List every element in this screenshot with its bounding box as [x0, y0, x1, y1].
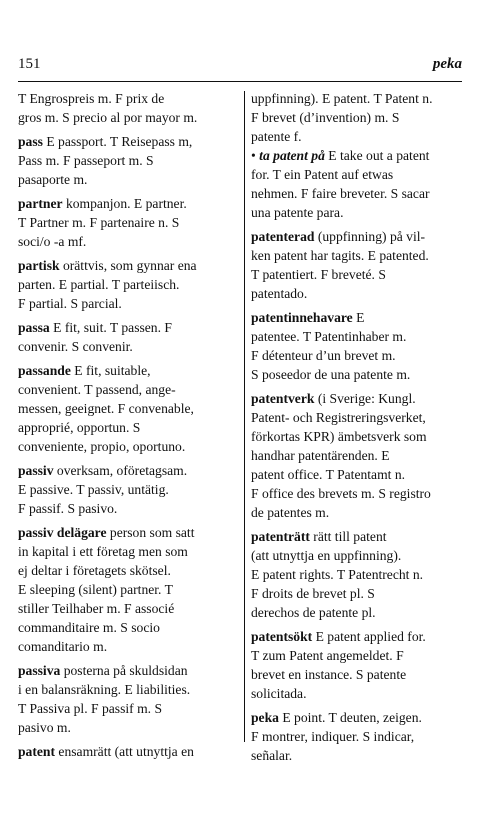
- entry-line: [251, 603, 463, 622]
- dictionary-entry: [18, 361, 239, 456]
- entry-line: [251, 203, 463, 222]
- entry-text: señalar.: [251, 748, 293, 763]
- guide-word: peka: [432, 56, 462, 72]
- entry-line: [251, 346, 463, 365]
- entry-text: kompanjon. E partner.: [62, 196, 187, 211]
- dictionary-entry: [18, 461, 239, 518]
- entry-line: [251, 746, 463, 765]
- entry-text: convenient. T passend, ange-: [18, 382, 176, 397]
- entry-text: T Passiva pl. F passif m. S: [18, 701, 163, 716]
- entry-line: [251, 427, 463, 446]
- dictionary-entry: [251, 627, 463, 703]
- entry-line: [251, 484, 463, 503]
- entry-line: [18, 132, 239, 151]
- entry-text: Patent- och Registreringsverket,: [251, 410, 426, 425]
- entry-line: [18, 213, 239, 232]
- entry-text: T Partner m. F partenaire n. S: [18, 215, 180, 230]
- entry-text: (uppfinning) på vil-: [314, 229, 426, 244]
- headword: patenterad: [251, 229, 315, 244]
- entry-text: ken patent har tagits. E patented.: [251, 248, 429, 263]
- entry-line: [251, 527, 463, 546]
- entry-text: overksam, oföretagsam.: [53, 463, 188, 478]
- entry-line: [18, 718, 239, 737]
- entry-line: [251, 308, 463, 327]
- entry-line: [251, 246, 463, 265]
- dictionary-entry: [251, 308, 463, 384]
- entry-line: [18, 499, 239, 518]
- entry-text: F détenteur d’un brevet m.: [251, 348, 396, 363]
- headword: passiva: [18, 663, 61, 678]
- entry-text: F montrer, indiquer. S indicar,: [251, 729, 415, 744]
- entry-line: [251, 503, 463, 522]
- entry-text: T Engrospreis m. F prix de: [18, 91, 165, 106]
- entry-line: [251, 546, 463, 565]
- headword: patent: [18, 744, 56, 759]
- headword: passande: [18, 363, 71, 378]
- entry-text: solicitada.: [251, 686, 307, 701]
- entry-text: (i Sverige: Kungl.: [314, 391, 416, 406]
- entry-line: [18, 661, 239, 680]
- entry-text: patent office. T Patentamt n.: [251, 467, 406, 482]
- entry-line: [18, 461, 239, 480]
- entry-text: E passive. T passiv, untätig.: [18, 482, 169, 497]
- bullet-icon: •: [251, 148, 256, 163]
- entry-line: [251, 108, 463, 127]
- phrase-term: ta patent på: [259, 148, 325, 163]
- entry-line: [18, 561, 239, 580]
- entry-text: pasaporte m.: [18, 172, 88, 187]
- entry-line: [251, 465, 463, 484]
- entry-line: [251, 665, 463, 684]
- column-divider: [244, 91, 245, 742]
- entry-line: [251, 684, 463, 703]
- entry-text: E point. T deuten, zeigen.: [278, 710, 422, 725]
- entry-line: [18, 599, 239, 618]
- entry-text: brevet en instance. S patente: [251, 667, 407, 682]
- entry-text: T zum Patent angemeldet. F: [251, 648, 404, 663]
- entry-line: [251, 184, 463, 203]
- page-header: [18, 56, 462, 78]
- entry-line: [18, 170, 239, 189]
- entry-text: F passif. S pasivo.: [18, 501, 118, 516]
- entry-text: in kapital i ett företag men som: [18, 544, 188, 559]
- entry-line: [251, 565, 463, 584]
- entry-line: [18, 151, 239, 170]
- headword: passiv delägare: [18, 525, 107, 540]
- headword: passiv: [18, 463, 54, 478]
- entry-text: F office des brevets m. S registro: [251, 486, 431, 501]
- entry-line: [251, 446, 463, 465]
- entry-text: Pass m. F passeport m. S: [18, 153, 154, 168]
- entry-line: [251, 146, 463, 165]
- headword: partner: [18, 196, 63, 211]
- entry-text: nehmen. F faire breveter. S sacar: [251, 186, 430, 201]
- entry-line: [251, 165, 463, 184]
- entry-line: [18, 699, 239, 718]
- entry-text: derechos de patente pl.: [251, 605, 376, 620]
- entry-text: parten. E partial. T parteiisch.: [18, 277, 180, 292]
- entry-text: rätt till patent: [309, 529, 387, 544]
- entry-line: [18, 418, 239, 437]
- entry-text: ensamrätt (att utnyttja en: [55, 744, 194, 759]
- entry-line: [18, 580, 239, 599]
- entry-text: una patente para.: [251, 205, 344, 220]
- headword: patentinnehavare: [251, 310, 353, 325]
- entry-text: soci/o -a mf.: [18, 234, 87, 249]
- entry-line: [251, 265, 463, 284]
- entry-line: [251, 708, 463, 727]
- entry-text: patentee. T Patentinhaber m.: [251, 329, 407, 344]
- entry-line: [18, 742, 239, 761]
- entry-line: [251, 627, 463, 646]
- dictionary-entry: [18, 194, 239, 251]
- entry-line: [18, 380, 239, 399]
- entry-line: [251, 584, 463, 603]
- entry-line: [18, 437, 239, 456]
- entry-line: [251, 227, 463, 246]
- entry-text: F brevet (d’invention) m. S: [251, 110, 400, 125]
- headword: patentsökt: [251, 629, 313, 644]
- entry-line: [18, 618, 239, 637]
- entry-line: [251, 646, 463, 665]
- entry-text: E patent rights. T Patentrecht n.: [251, 567, 424, 582]
- entry-text: handhar patentärenden. E: [251, 448, 390, 463]
- entry-text: comanditario m.: [18, 639, 108, 654]
- entry-text: conveniente, propio, oportuno.: [18, 439, 186, 454]
- entry-text: approprié, opportun. S: [18, 420, 141, 435]
- entry-text: pasivo m.: [18, 720, 71, 735]
- entry-text: messen, geeignet. F convenable,: [18, 401, 194, 416]
- headword: patentverk: [251, 391, 315, 406]
- entry-line: [251, 284, 463, 303]
- entry-line: [251, 389, 463, 408]
- entry-text: E fit, suitable,: [70, 363, 151, 378]
- entry-text: person som satt: [106, 525, 195, 540]
- headword: pass: [18, 134, 43, 149]
- entry-line: [251, 727, 463, 746]
- entry-text: gros m. S precio al por mayor m.: [18, 110, 198, 125]
- entry-line: [18, 89, 239, 108]
- headword: passa: [18, 320, 50, 335]
- headword: peka: [251, 710, 279, 725]
- entry-text: E fit, suit. T passen. F: [49, 320, 172, 335]
- dictionary-entry: [251, 527, 463, 622]
- entry-line: [18, 108, 239, 127]
- dictionary-entry: [18, 661, 239, 737]
- entry-line: [18, 399, 239, 418]
- entry-line: [18, 523, 239, 542]
- entry-line: [18, 318, 239, 337]
- header-rule: [18, 81, 462, 82]
- entry-text: F partial. S parcial.: [18, 296, 122, 311]
- entry-line: [18, 680, 239, 699]
- entry-text: orättvis, som gynnar ena: [59, 258, 197, 273]
- entry-text: de patentes m.: [251, 505, 330, 520]
- entry-text: E take out a patent: [324, 148, 430, 163]
- entry-text: posterna på skuldsidan: [60, 663, 188, 678]
- entry-line: [18, 637, 239, 656]
- entry-text: ej deltar i företagets skötsel.: [18, 563, 171, 578]
- entry-text: patentado.: [251, 286, 308, 301]
- entry-line: [18, 480, 239, 499]
- entry-text: E patent applied for.: [312, 629, 426, 644]
- entry-line: [251, 127, 463, 146]
- entry-text: F droits de brevet pl. S: [251, 586, 375, 601]
- entry-text: förkortas KPR) ämbetsverk som: [251, 429, 427, 444]
- entry-text: uppfinning). E patent. T Patent n.: [251, 91, 433, 106]
- entry-text: S poseedor de una patente m.: [251, 367, 411, 382]
- entry-text: (att utnyttja en uppfinning).: [251, 548, 402, 563]
- dictionary-entry: [251, 708, 463, 765]
- dictionary-entry: [251, 89, 463, 222]
- headword: patenträtt: [251, 529, 310, 544]
- right-column: [251, 89, 463, 770]
- dictionary-entry: [18, 523, 239, 656]
- entry-text: convenir. S convenir.: [18, 339, 133, 354]
- entry-line: [18, 232, 239, 251]
- entry-line: [18, 542, 239, 561]
- headword: partisk: [18, 258, 60, 273]
- entry-text: stiller Teilhaber m. F associé: [18, 601, 175, 616]
- entry-line: [18, 194, 239, 213]
- dictionary-entry: [18, 132, 239, 189]
- dictionary-entry: [251, 227, 463, 303]
- left-column: [18, 89, 239, 766]
- entry-line: [18, 275, 239, 294]
- dictionary-entry: [18, 256, 239, 313]
- entry-line: [251, 408, 463, 427]
- dictionary-entry: [18, 89, 239, 127]
- page-number: 151: [18, 56, 41, 72]
- entry-text: i en balansräkning. E liabilities.: [18, 682, 191, 697]
- entry-text: for. T ein Patent auf etwas: [251, 167, 394, 182]
- entry-line: [18, 294, 239, 313]
- entry-line: [251, 327, 463, 346]
- entry-line: [18, 361, 239, 380]
- entry-line: [18, 337, 239, 356]
- entry-text: T patentiert. F breveté. S: [251, 267, 386, 282]
- entry-line: [251, 365, 463, 384]
- entry-text: commanditaire m. S socio: [18, 620, 160, 635]
- entry-text: E: [352, 310, 365, 325]
- entry-text: E sleeping (silent) partner. T: [18, 582, 173, 597]
- dictionary-entry: [251, 389, 463, 522]
- dictionary-entry: [18, 742, 239, 761]
- entry-text: patente f.: [251, 129, 302, 144]
- entry-line: [18, 256, 239, 275]
- entry-text: E passport. T Reisepass m,: [42, 134, 193, 149]
- entry-line: [251, 89, 463, 108]
- dictionary-entry: [18, 318, 239, 356]
